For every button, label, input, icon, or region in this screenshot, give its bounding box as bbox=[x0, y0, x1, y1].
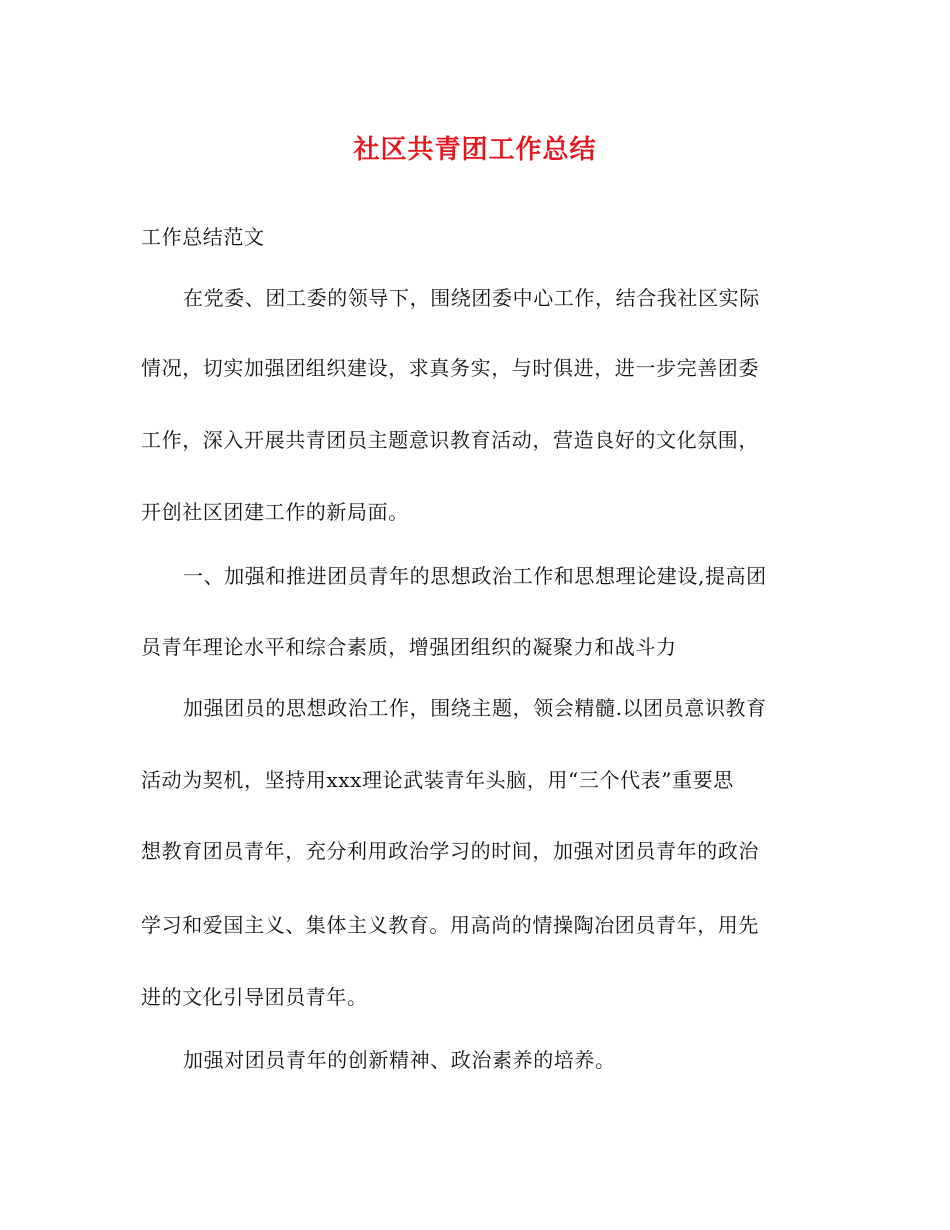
section-heading-line: 一、加强和推进团员青年的思想政治工作和思想理论建设,提高团 bbox=[183, 564, 767, 588]
paragraph-line: 活动为契机，坚持用xxx理论武装青年头脑，用“三个代表”重要思 bbox=[141, 768, 734, 792]
section-label: 工作总结范文 bbox=[141, 225, 265, 249]
section-heading-line: 员青年理论水平和综合素质，增强团组织的凝聚力和战斗力 bbox=[141, 635, 677, 659]
paragraph-line: 情况，切实加强团组织建设，求真务实，与时俱进，进一步完善团委 bbox=[141, 356, 759, 380]
paragraph-line: 加强团员的思想政治工作，围绕主题，领会精髓.以团员意识教育 bbox=[183, 696, 767, 720]
paragraph-line: 工作，深入开展共青团员主题意识教育活动，营造良好的文化氛围， bbox=[141, 428, 759, 452]
paragraph-line: 加强对团员青年的创新精神、政治素养的培养。 bbox=[183, 1048, 616, 1072]
paragraph-line: 开创社区团建工作的新局面。 bbox=[141, 500, 409, 524]
paragraph-line: 想教育团员青年，充分利用政治学习的时间，加强对团员青年的政治 bbox=[141, 839, 759, 863]
paragraph-line: 进的文化引导团员青年。 bbox=[141, 985, 368, 1009]
paragraph-line: 在党委、团工委的领导下，围绕团委中心工作，结合我社区实际 bbox=[183, 286, 760, 310]
document-title: 社区共青团工作总结 bbox=[353, 135, 597, 165]
paragraph-line: 学习和爱国主义、集体主义教育。用高尚的情操陶冶团员青年，用先 bbox=[141, 913, 759, 937]
